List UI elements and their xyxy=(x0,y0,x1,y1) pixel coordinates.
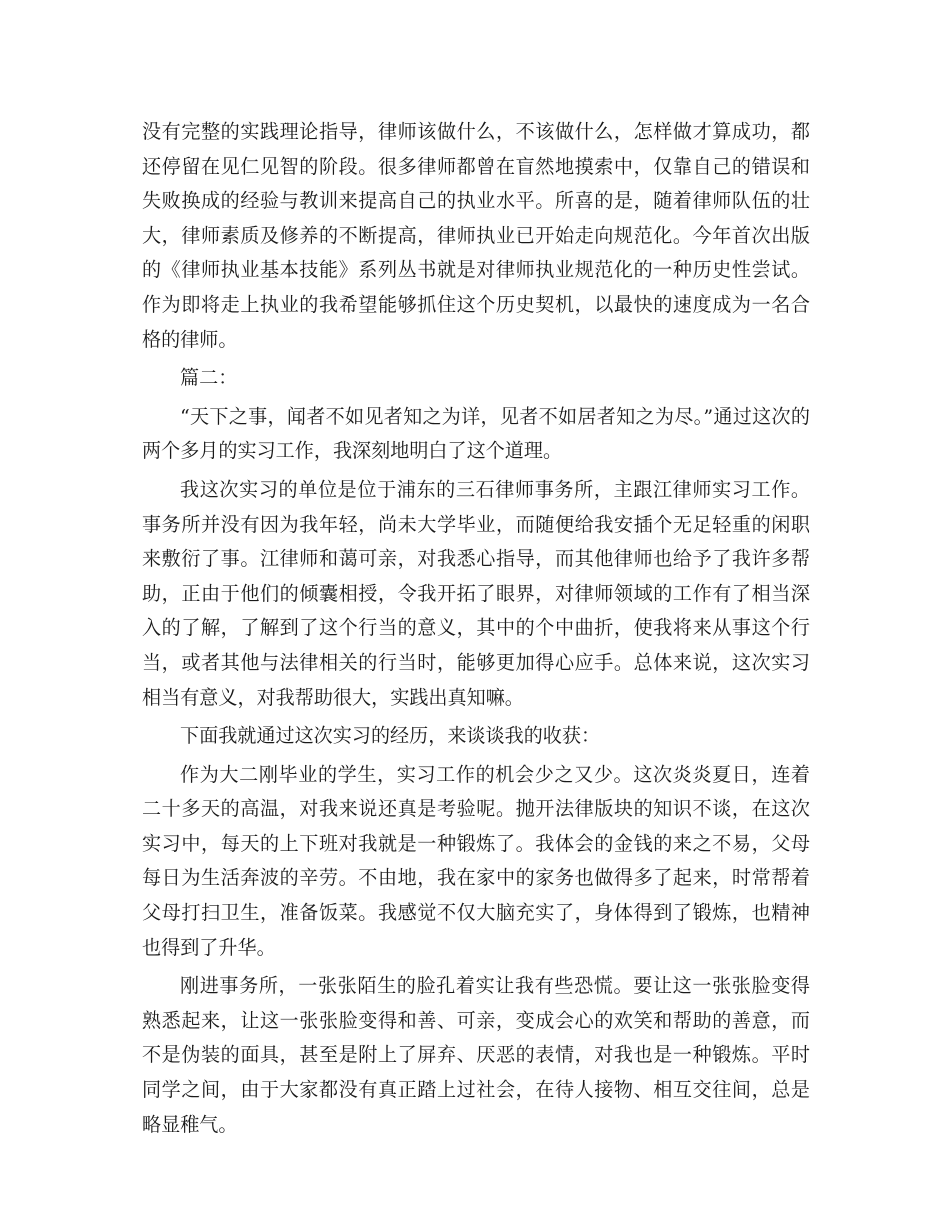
document-body xyxy=(142,115,810,1142)
paragraph-internship-unit: 我这次实习的单位是位于浦东的三石律师事务所，主跟江律师实习工作。事务所并没有因为我年轻，尚未大学毕业，而随便给我安插个无足轻重的闲职来敷衍了事。江律师和蔼可亲，对我悉心指导，而其他律师也给予了我许多帮助，正由于他们的倾囊相授，令我开拓了眼界，对律师领域的工作有了相当深入的了解，了解到了这个行当的意义，其中的个中曲折，使我将来从事这个行当，或者其他与法律相关的行当时，能够更加得心应手。总体来说，这次实习相当有意义，对我帮助很大，实践出真知嘛。 xyxy=(142,477,810,709)
paragraph-continuation: 没有完整的实践理论指导，律师该做什么，不该做什么，怎样做才算成功，都还停留在见仁见智的阶段。很多律师都曾在盲然地摸索中，仅靠自己的错误和失败换成的经验与教训来提高自己的执业水平。所喜的是，随着律师队伍的壮大，律师素质及修养的不断提高，律师执业已开始走向规范化。今年首次出版的《律师执业基本技能》系列丛书就是对律师执业规范化的一种历史性尝试。作为即将走上执业的我希望能够抓住这个历史契机，以最快的速度成为一名合格的律师。 xyxy=(142,120,810,351)
paragraph-summer-experience: 作为大二刚毕业的学生，实习工作的机会少之又少。这次炎炎夏日，连着二十多天的高温，对我来说还真是考验呢。抛开法律版块的知识不谈，在这次实习中，每天的上下班对我就是一种锻炼了。我体会的金钱的来之不易，父母每日为生活奔波的辛劳。不由地，我在家中的家务也做得多了起来，时常帮着父母打扫卫生，准备饭菜。我感觉不仅大脑充实了，身体得到了锻炼，也精神也得到了升华。 xyxy=(142,762,810,959)
paragraph-firm-colleagues: 刚进事务所，一张张陌生的脸孔着实让我有些恐慌。要让这一张张脸变得熟悉起来，让这一张张脸变得和善、可亲，变成会心的欢笑和帮助的善意，而不是伪装的面具，甚至是附上了屏弃、厌恶的表情，对我也是一种锻炼。平时同学之间，由于大家都没有真正踏上过社会，在待人接物、相互交往间，总是略显稚气。 xyxy=(142,974,810,1136)
paragraph-harvest-intro: 下面我就通过这次实习的经历，来谈谈我的收获： xyxy=(180,724,601,748)
section-heading: 篇二： xyxy=(180,366,238,390)
paragraph-quote: “天下之事，闻者不如见者知之为详，见者不如居者知之为尽。”通过这次的两个多月的实习工作，我深刻地明白了这个道理。 xyxy=(142,404,810,463)
